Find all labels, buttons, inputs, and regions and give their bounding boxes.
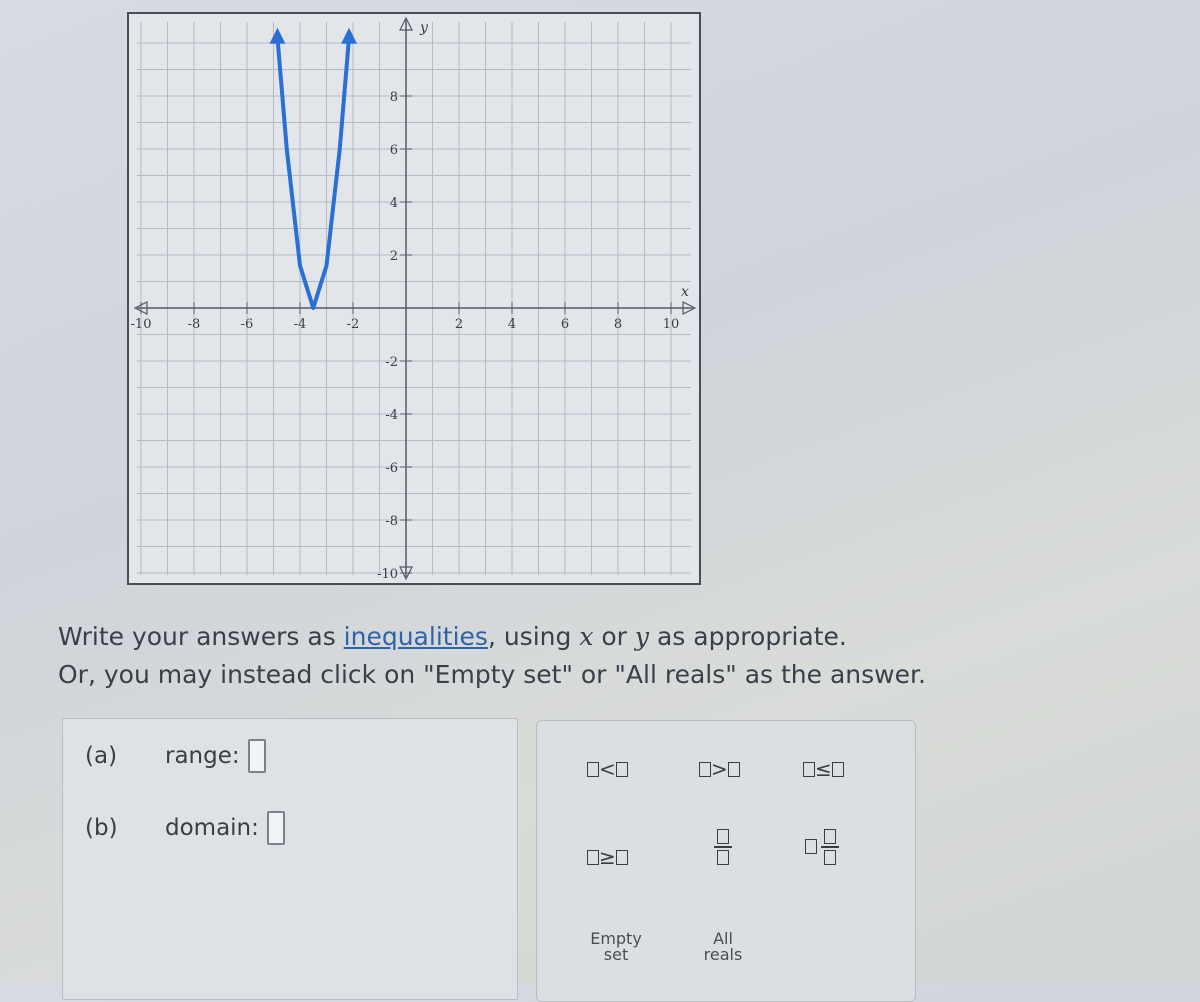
all-reals-label: All: [713, 929, 733, 948]
x-tick-label: 2: [454, 317, 464, 332]
y-tick-label: -8: [385, 514, 398, 529]
inequalities-link[interactable]: inequalities: [343, 622, 488, 651]
answer-box: [62, 718, 518, 1000]
all-reals-label: reals: [703, 945, 743, 964]
y-tick-label: -2: [385, 355, 398, 370]
placeholder-box-icon: [587, 850, 599, 865]
mixed-number-button[interactable]: [805, 829, 839, 865]
x-tick-label: -10: [130, 317, 152, 332]
placeholder-box-icon: [616, 762, 628, 777]
range-label: range:: [165, 743, 240, 769]
symbol-palette: [536, 720, 916, 1002]
placeholder-box-icon: [616, 850, 628, 865]
range-row: [85, 739, 266, 773]
parabola-curve: [277, 38, 349, 308]
greater-equal-symbol: ≥: [599, 845, 616, 869]
fraction-button[interactable]: [714, 829, 732, 865]
instructions-text: , using: [487, 622, 580, 651]
placeholder-box-icon: [587, 762, 599, 777]
empty-set-label: Empty: [590, 929, 642, 948]
domain-row: [85, 811, 285, 845]
denominator-box-icon: [717, 850, 729, 865]
part-a-label: (a): [85, 743, 118, 769]
y-axis-label: y: [420, 20, 428, 36]
x-axis-label: x: [681, 284, 689, 300]
fraction-bar-icon: [821, 846, 839, 848]
instructions: [58, 618, 1158, 694]
numerator-box-icon: [824, 829, 836, 844]
mixed-fraction-icon: [821, 829, 839, 865]
x-tick-label: 10: [662, 317, 680, 332]
y-tick-label: 2: [389, 249, 398, 264]
graph-panel: [127, 12, 701, 585]
empty-set-label: set: [603, 945, 629, 964]
y-tick-label: -10: [377, 567, 398, 582]
less-than-symbol: <: [599, 757, 616, 781]
instructions-text: as appropriate.: [649, 622, 847, 651]
placeholder-box-icon: [699, 762, 711, 777]
less-equal-symbol: ≤: [815, 757, 832, 781]
instructions-text: or: [593, 622, 635, 651]
instructions-line-1: [58, 618, 1158, 656]
x-tick-label: -2: [346, 317, 360, 332]
part-b-label: (b): [85, 815, 118, 841]
x-tick-label: 6: [560, 317, 570, 332]
y-tick-label: -4: [385, 408, 398, 423]
x-tick-label: -4: [293, 317, 307, 332]
empty-set-button[interactable]: [587, 931, 645, 963]
less-than-button[interactable]: [587, 757, 628, 781]
range-input[interactable]: [248, 739, 266, 773]
placeholder-box-icon: [803, 762, 815, 777]
variable-x: x: [579, 622, 594, 651]
curve-arrow-icon: [341, 28, 357, 44]
curve-arrow-icon: [269, 28, 285, 44]
denominator-box-icon: [824, 850, 836, 865]
instructions-line-2: Or, you may instead click on "Empty set" or "All reals" as the answer.: [58, 660, 926, 689]
coordinate-plane: [129, 14, 699, 583]
domain-label: domain:: [165, 815, 259, 841]
instructions-text: Write your answers as: [58, 622, 344, 651]
greater-equal-button[interactable]: [587, 845, 628, 869]
fraction-bar-icon: [714, 846, 732, 848]
y-tick-label: 6: [389, 143, 398, 158]
x-tick-label: -8: [187, 317, 201, 332]
y-tick-label: 8: [389, 90, 398, 105]
numerator-box-icon: [717, 829, 729, 844]
y-tick-label: -6: [385, 461, 398, 476]
whole-box-icon: [805, 839, 817, 854]
placeholder-box-icon: [728, 762, 740, 777]
less-equal-button[interactable]: [803, 757, 844, 781]
y-tick-label: 4: [389, 196, 398, 211]
all-reals-button[interactable]: [697, 931, 749, 963]
greater-than-button[interactable]: [699, 757, 740, 781]
greater-than-symbol: >: [711, 757, 728, 781]
x-tick-label: 8: [613, 317, 623, 332]
x-tick-label: -6: [240, 317, 254, 332]
placeholder-box-icon: [832, 762, 844, 777]
x-tick-label: 4: [507, 317, 517, 332]
domain-input[interactable]: [267, 811, 285, 845]
variable-y: y: [634, 622, 650, 651]
fraction-icon: [714, 829, 732, 865]
